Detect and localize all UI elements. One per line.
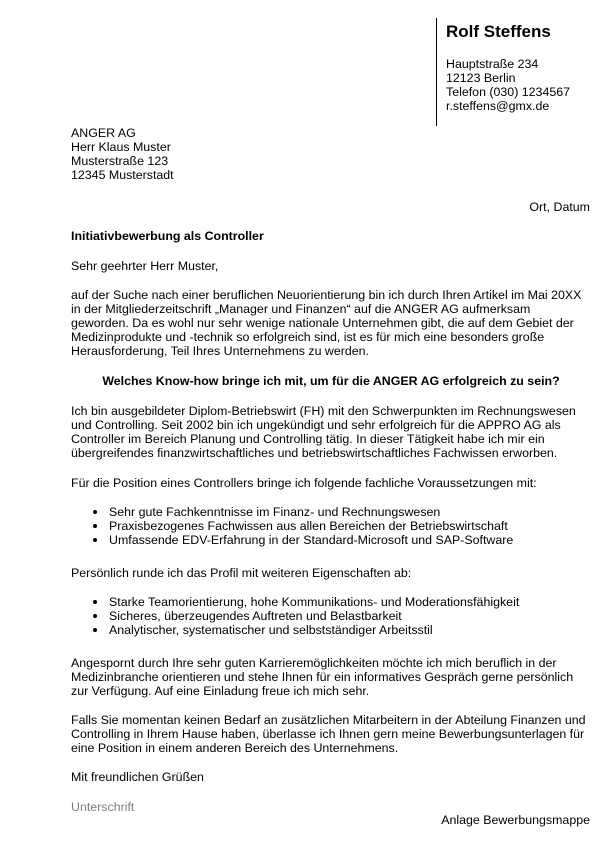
- list-item: Starke Teamorientierung, hohe Kommunikations- und Moderationsfähigkeit: [71, 595, 591, 609]
- enclosure-note: Anlage Bewerbungsmappe: [441, 813, 590, 827]
- traits-list: [71, 595, 591, 637]
- motivation-paragraph: Angespornt durch Ihre sehr guten Karrieremöglichkeiten möchte ich mich beruflich in der Medizinbranche orientieren und stehe Ihnen für ein informatives Gespräch gerne persönlich zur Verfügung. Auf eine Einladung freue ich mich sehr.: [71, 656, 574, 698]
- signature-placeholder: Unterschrift: [71, 800, 135, 814]
- recipient-city: 12345 Musterstadt: [71, 168, 174, 182]
- list-item: Sehr gute Fachkenntnisse im Finanz- und Rechnungswesen: [71, 505, 591, 519]
- sender-name: Rolf Steffens: [446, 22, 551, 41]
- sender-city: 12123 Berlin: [446, 71, 516, 85]
- alternative-paragraph: Falls Sie momentan keinen Bedarf an zusätzlichen Mitarbeitern in der Abteilung Finanzen und Controlling in Ihrem Hause haben, überlasse ich Ihnen gern meine Bewerbungsunterlagen für eine Position in einem anderen Bereich des Unternehmens.: [71, 713, 586, 755]
- personal-intro-paragraph: Persönlich runde ich das Profil mit weiteren Eigenschaften ab:: [71, 566, 412, 580]
- sender-email: r.steffens@gmx.de: [446, 99, 550, 113]
- section-heading: Welches Know-how bringe ich mit, um für die ANGER AG erfolgreich zu sein?: [102, 374, 560, 388]
- closing-line: Mit freundlichen Grüßen: [71, 770, 204, 784]
- skills-list: [71, 505, 591, 547]
- recipient-company: ANGER AG: [71, 126, 136, 140]
- recipient-person: Herr Klaus Muster: [71, 140, 171, 154]
- recipient-street: Musterstraße 123: [71, 154, 169, 168]
- list-item: Praxisbezogenes Fachwissen aus allen Bereichen der Betriebswirtschaft: [71, 519, 591, 533]
- skills-intro-paragraph: Für die Position eines Controllers bringe ich folgende fachliche Voraussetzungen mit:: [71, 476, 537, 490]
- subject-line: Initiativbewerbung als Controller: [71, 229, 264, 243]
- list-item: Sicheres, überzeugendes Auftreten und Belastbarkeit: [71, 609, 591, 623]
- sender-block: [436, 18, 596, 126]
- list-item: Analytischer, systematischer und selbstständiger Arbeitsstil: [71, 623, 591, 637]
- recipient-address: [71, 126, 174, 182]
- sender-phone: Telefon (030) 1234567: [446, 85, 571, 99]
- date-line: Ort, Datum: [529, 200, 590, 214]
- intro-paragraph: auf der Suche nach einer beruflichen Neuorientierung bin ich durch Ihren Artikel im Mai 20XX in der Mitgliederzeitschrift „Manager und Finanzen“ auf die ANGER AG aufmerksam geworden. Da es wohl nur sehr wenige nationale Unternehmen gibt, die auf dem Gebiet der Medizinprodukte und -technik so erfolgreich sind, ist es für mich eine besonders große Herausforderung, Teil Ihres Unternehmens zu werden.: [71, 288, 582, 358]
- experience-paragraph: Ich bin ausgebildeter Diplom-Betriebswirt (FH) mit den Schwerpunkten im Rechnungswesen und Controlling. Seit 2002 bin ich ungekündigt und sehr erfolgreich für die APPRO AG als Controller im Bereich Planung und Controlling tätig. In dieser Tätigkeit habe ich mir ein übergreifendes finanzwirtschaftliches und betriebswirtschaftliches Fachwissen erworben.: [71, 404, 576, 460]
- salutation: Sehr geehrter Herr Muster,: [71, 259, 219, 273]
- sender-street: Hauptstraße 234: [446, 57, 539, 71]
- list-item: Umfassende EDV-Erfahrung in der Standard-Microsoft und SAP-Software: [71, 533, 591, 547]
